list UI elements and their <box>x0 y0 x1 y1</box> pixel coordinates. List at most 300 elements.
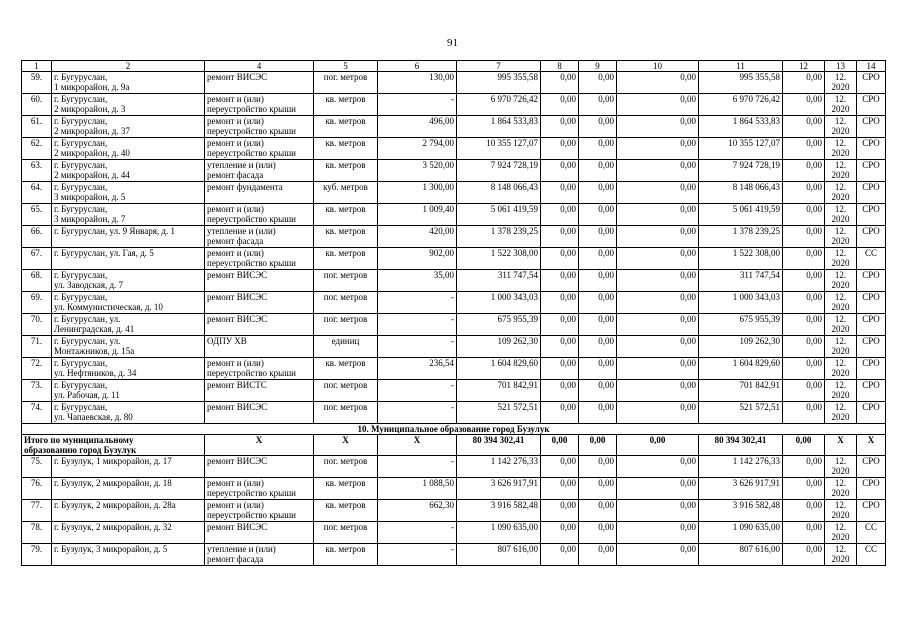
cost-total-cell-text: 521 572,51 <box>497 402 538 412</box>
address-cell <box>52 248 205 270</box>
cost-col11-cell-text: 1 000 343,03 <box>732 292 780 302</box>
cost-col11-cell <box>699 248 783 270</box>
total-row <box>22 435 886 456</box>
unit-cell <box>314 72 378 94</box>
cost-total-cell-text: 1 000 343,03 <box>490 292 538 302</box>
deadline-cell-text: 2020 <box>831 324 850 334</box>
work-type-cell <box>205 500 314 522</box>
deadline-cell-text: 12. <box>834 500 847 510</box>
cost-total-cell <box>457 336 541 358</box>
column-number-row <box>22 61 886 72</box>
row-number <box>22 138 52 160</box>
work-type-cell <box>205 160 314 182</box>
cost-total-cell-text: 995 355,58 <box>497 72 538 82</box>
deadline-cell-text: 2020 <box>831 258 850 268</box>
row-number <box>22 248 52 270</box>
cost-col11-cell <box>699 182 783 204</box>
table-row <box>22 160 886 182</box>
row-number <box>22 456 52 478</box>
cost-col8-cell-text: 0,00 <box>560 522 576 532</box>
cost-col10-cell-text: 0,00 <box>680 138 696 148</box>
work-type-cell-text: переустройство крыши <box>207 488 296 498</box>
volume-cell <box>378 116 457 138</box>
address-cell <box>52 500 205 522</box>
volume-cell-text: 3 520,00 <box>422 160 454 170</box>
address-cell-text: 2 микрорайон, д. 44 <box>54 170 130 180</box>
cost-col8-cell-text: 0,00 <box>560 226 576 236</box>
total-c14-cell <box>857 435 886 456</box>
method-cell-text: СРО <box>862 138 880 148</box>
cost-col11-cell-text: 1 604 829,60 <box>732 358 780 368</box>
table-row <box>22 270 886 292</box>
cost-col11-cell <box>699 204 783 226</box>
cost-total-cell-text: 675 955,39 <box>497 314 538 324</box>
column-number: 10 <box>617 61 699 72</box>
cost-col8-cell <box>541 94 579 116</box>
work-type-cell <box>205 358 314 380</box>
volume-cell-text: - <box>451 292 454 302</box>
volume-cell-text: 236,54 <box>429 358 454 368</box>
deadline-cell-text: 12. <box>834 226 847 236</box>
cost-col8-cell-text: 0,00 <box>560 204 576 214</box>
cost-col10-cell <box>617 500 699 522</box>
deadline-cell-text: 12. <box>834 336 847 346</box>
work-type-cell-text: переустройство крыши <box>207 214 296 224</box>
volume-cell <box>378 72 457 94</box>
cost-col10-cell-text: 0,00 <box>680 160 696 170</box>
cost-total-cell <box>457 72 541 94</box>
cost-col12-cell-text: 0,00 <box>806 358 822 368</box>
cost-col8-cell-text: 0,00 <box>560 314 576 324</box>
row-number-text: 79. <box>30 544 43 554</box>
deadline-cell <box>825 380 857 402</box>
cost-total-cell <box>457 380 541 402</box>
unit-cell <box>314 380 378 402</box>
unit-cell-text: пог. метров <box>323 314 368 324</box>
cost-col12-cell-text: 0,00 <box>806 94 822 104</box>
cost-col8-cell-text: 0,00 <box>560 292 576 302</box>
volume-cell-text: 35,00 <box>433 270 454 280</box>
cost-col11-cell-text: 1 864 533,83 <box>732 116 780 126</box>
volume-cell-text: 902,00 <box>429 248 454 258</box>
address-cell-text: г. Бугуруслан, <box>54 138 108 148</box>
row-number-text: 78. <box>30 522 43 532</box>
volume-cell <box>378 182 457 204</box>
cost-col12-cell <box>783 358 825 380</box>
cost-col11-cell-text: 311 747,54 <box>739 270 780 280</box>
cost-col12-cell <box>783 248 825 270</box>
work-type-cell-text: ремонт ВИСЭС <box>207 314 268 324</box>
cost-total-cell-text: 10 355 127,07 <box>486 138 538 148</box>
work-type-cell-text: ОДПУ ХВ <box>207 336 247 346</box>
deadline-cell <box>825 248 857 270</box>
work-type-cell-text: ремонт фасада <box>207 170 264 180</box>
total-c14-cell-text: X <box>867 435 875 445</box>
work-type-cell <box>205 116 314 138</box>
cost-total-cell <box>457 138 541 160</box>
cost-col9-cell <box>579 292 617 314</box>
method-cell-text: СРО <box>862 402 880 412</box>
work-type-cell <box>205 522 314 544</box>
cost-col8-cell-text: 0,00 <box>560 478 576 488</box>
method-cell-text: СРО <box>862 270 880 280</box>
work-type-cell <box>205 248 314 270</box>
cost-col8-cell <box>541 270 579 292</box>
method-cell-text: СРО <box>862 116 880 126</box>
address-cell <box>52 478 205 500</box>
deadline-cell-text: 2020 <box>831 192 850 202</box>
table-row <box>22 226 886 248</box>
cost-total-cell <box>457 248 541 270</box>
cost-col8-cell-text: 0,00 <box>560 72 576 82</box>
method-cell <box>857 248 886 270</box>
cost-col9-cell-text: 0,00 <box>598 402 614 412</box>
address-cell-text: г. Бугуруслан, ул. <box>54 336 121 346</box>
table-row <box>22 456 886 478</box>
cost-col11-cell <box>699 226 783 248</box>
unit-cell-text: единиц <box>331 336 360 346</box>
method-cell <box>857 182 886 204</box>
row-number <box>22 402 52 424</box>
cost-col10-cell-text: 0,00 <box>680 314 696 324</box>
unit-cell-text: куб. метров <box>323 182 368 192</box>
deadline-cell-text: 12. <box>834 248 847 258</box>
deadline-cell <box>825 270 857 292</box>
address-cell-text: ул. Рабочая, д. 11 <box>54 390 120 400</box>
volume-cell <box>378 292 457 314</box>
column-number: 4 <box>205 61 314 72</box>
cost-col9-cell-text: 0,00 <box>598 336 614 346</box>
deadline-cell-text: 12. <box>834 204 847 214</box>
address-cell <box>52 226 205 248</box>
volume-cell-text: 662,30 <box>429 500 454 510</box>
cost-total-cell-text: 701 842,91 <box>497 380 538 390</box>
cost-total-cell-text: 1 604 829,60 <box>490 358 538 368</box>
address-cell <box>52 522 205 544</box>
cost-col10-cell-text: 0,00 <box>680 204 696 214</box>
method-cell <box>857 116 886 138</box>
row-number <box>22 478 52 500</box>
work-type-cell-text: переустройство крыши <box>207 368 296 378</box>
unit-cell-text: кв. метров <box>325 160 366 170</box>
method-cell-text: СРО <box>862 456 880 466</box>
cost-col10-cell <box>617 138 699 160</box>
work-type-cell-text: ремонт ВИСТС <box>207 380 267 390</box>
unit-cell-text: кв. метров <box>325 358 366 368</box>
deadline-cell <box>825 116 857 138</box>
work-type-cell <box>205 226 314 248</box>
cost-col10-cell-text: 0,00 <box>680 500 696 510</box>
cost-col9-cell-text: 0,00 <box>598 500 614 510</box>
deadline-cell-text: 12. <box>834 544 847 554</box>
deadline-cell-text: 2020 <box>831 488 850 498</box>
cost-total-cell-text: 1 864 533,83 <box>490 116 538 126</box>
cost-col11-cell <box>699 478 783 500</box>
method-cell <box>857 204 886 226</box>
deadline-cell <box>825 182 857 204</box>
cost-col11-cell-text: 521 572,51 <box>739 402 780 412</box>
address-cell-text: г. Бузулук, 3 микрорайон, д. 5 <box>54 544 168 554</box>
deadline-cell <box>825 138 857 160</box>
cost-col10-cell <box>617 292 699 314</box>
cost-total-cell <box>457 270 541 292</box>
cost-col11-cell-text: 1 090 635,00 <box>732 522 780 532</box>
row-number-text: 70. <box>30 314 43 324</box>
cost-col8-cell-text: 0,00 <box>560 336 576 346</box>
address-cell-text: 2 микрорайон, д. 3 <box>54 104 126 114</box>
volume-cell <box>378 160 457 182</box>
volume-cell-text: 1 300,00 <box>422 182 454 192</box>
work-type-cell-text: переустройство крыши <box>207 104 296 114</box>
volume-cell-text: - <box>451 544 454 554</box>
table-row <box>22 358 886 380</box>
volume-cell <box>378 314 457 336</box>
method-cell-text: СРО <box>862 226 880 236</box>
address-cell-text: ул. Коммунистическая, д. 10 <box>54 302 163 312</box>
cost-col9-cell-text: 0,00 <box>598 160 614 170</box>
cost-col9-cell-text: 0,00 <box>598 544 614 554</box>
volume-cell <box>378 478 457 500</box>
cost-col9-cell <box>579 358 617 380</box>
cost-col12-cell-text: 0,00 <box>806 248 822 258</box>
method-cell <box>857 138 886 160</box>
row-number-text: 68. <box>30 270 43 280</box>
cost-col12-cell-text: 0,00 <box>806 138 822 148</box>
address-cell-text: ул. Чапаевская, д. 80 <box>54 412 133 422</box>
table-row <box>22 544 886 566</box>
cost-col11-cell <box>699 522 783 544</box>
method-cell-text: СРО <box>862 204 880 214</box>
volume-cell <box>378 402 457 424</box>
cost-col10-cell-text: 0,00 <box>680 522 696 532</box>
cost-col9-cell <box>579 500 617 522</box>
row-number-text: 73. <box>30 380 43 390</box>
cost-col12-cell-text: 0,00 <box>806 544 822 554</box>
cost-col10-cell-text: 0,00 <box>680 456 696 466</box>
cost-col8-cell-text: 0,00 <box>560 456 576 466</box>
cost-col8-cell-text: 0,00 <box>560 270 576 280</box>
method-cell <box>857 160 886 182</box>
section-header-row <box>22 424 886 435</box>
work-type-cell <box>205 94 314 116</box>
cost-col12-cell-text: 0,00 <box>806 500 822 510</box>
table-row <box>22 116 886 138</box>
cost-col10-cell-text: 0,00 <box>680 226 696 236</box>
deadline-cell <box>825 72 857 94</box>
address-cell <box>52 292 205 314</box>
row-number-text: 66. <box>30 226 43 236</box>
cost-col10-cell-text: 0,00 <box>680 336 696 346</box>
unit-cell <box>314 270 378 292</box>
row-number <box>22 204 52 226</box>
address-cell-text: ул. Нефтяников, д. 34 <box>54 368 137 378</box>
cost-col12-cell <box>783 478 825 500</box>
total-label <box>22 435 205 456</box>
work-type-cell <box>205 314 314 336</box>
cost-col9-cell-text: 0,00 <box>598 138 614 148</box>
deadline-cell <box>825 336 857 358</box>
method-cell <box>857 336 886 358</box>
column-number: 1 <box>22 61 52 72</box>
deadline-cell-text: 2020 <box>831 554 850 564</box>
column-number: 14 <box>857 61 886 72</box>
column-number: 13 <box>825 61 857 72</box>
deadline-cell-text: 2020 <box>831 346 850 356</box>
cost-col9-cell-text: 0,00 <box>598 116 614 126</box>
address-cell <box>52 380 205 402</box>
method-cell <box>857 500 886 522</box>
row-number <box>22 522 52 544</box>
work-type-cell-text: ремонт ВИСЭС <box>207 522 268 532</box>
table-row <box>22 292 886 314</box>
column-number: 5 <box>314 61 378 72</box>
volume-cell <box>378 138 457 160</box>
address-cell-text: 3 микрорайон, д. 5 <box>54 192 126 202</box>
cost-col8-cell-text: 0,00 <box>560 94 576 104</box>
cost-col8-cell <box>541 402 579 424</box>
cost-total-cell <box>457 500 541 522</box>
unit-cell-text: кв. метров <box>325 226 366 236</box>
deadline-cell-text: 12. <box>834 522 847 532</box>
address-cell-text: г. Бугуруслан, <box>54 292 108 302</box>
cost-total-cell-text: 3 916 582,48 <box>490 500 538 510</box>
cost-col8-cell <box>541 160 579 182</box>
unit-cell-text: кв. метров <box>325 94 366 104</box>
cost-col8-cell <box>541 478 579 500</box>
cost-col8-cell <box>541 204 579 226</box>
cost-col12-cell <box>783 522 825 544</box>
deadline-cell-text: 12. <box>834 402 847 412</box>
unit-cell-text: кв. метров <box>325 500 366 510</box>
deadline-cell <box>825 292 857 314</box>
address-cell <box>52 94 205 116</box>
deadline-cell-text: 2020 <box>831 214 850 224</box>
cost-col10-cell <box>617 314 699 336</box>
cost-col10-cell-text: 0,00 <box>680 478 696 488</box>
total-c7-cell <box>457 435 541 456</box>
cost-total-cell <box>457 358 541 380</box>
cost-col10-cell <box>617 72 699 94</box>
cost-col12-cell-text: 0,00 <box>806 116 822 126</box>
unit-cell <box>314 248 378 270</box>
cost-col8-cell <box>541 248 579 270</box>
volume-cell <box>378 544 457 566</box>
address-cell-text: 2 микрорайон, д. 37 <box>54 126 130 136</box>
cost-col12-cell <box>783 336 825 358</box>
cost-col10-cell-text: 0,00 <box>680 402 696 412</box>
cost-col12-cell-text: 0,00 <box>806 160 822 170</box>
volume-cell <box>378 270 457 292</box>
work-type-cell-text: ремонт ВИСЭС <box>207 292 268 302</box>
cost-col8-cell <box>541 544 579 566</box>
cost-col12-cell-text: 0,00 <box>806 402 822 412</box>
column-number: 11 <box>699 61 783 72</box>
cost-col11-cell <box>699 292 783 314</box>
address-cell-text: г. Бугуруслан, ул. 9 Января, д. 1 <box>54 226 175 236</box>
volume-cell <box>378 358 457 380</box>
method-cell <box>857 226 886 248</box>
deadline-cell-text: 2020 <box>831 466 850 476</box>
cost-col12-cell <box>783 182 825 204</box>
cost-col10-cell <box>617 544 699 566</box>
cost-col10-cell <box>617 402 699 424</box>
work-type-cell-text: ремонт и (или) <box>207 248 264 258</box>
row-number <box>22 292 52 314</box>
row-number-text: 63. <box>30 160 43 170</box>
cost-col9-cell-text: 0,00 <box>598 478 614 488</box>
deadline-cell <box>825 204 857 226</box>
cost-total-cell-text: 311 747,54 <box>497 270 538 280</box>
cost-col10-cell <box>617 116 699 138</box>
deadline-cell <box>825 314 857 336</box>
row-number <box>22 380 52 402</box>
cost-col10-cell <box>617 160 699 182</box>
cost-col8-cell <box>541 138 579 160</box>
method-cell-text: СРО <box>862 358 880 368</box>
cost-col9-cell-text: 0,00 <box>598 456 614 466</box>
cost-col12-cell <box>783 456 825 478</box>
total-c9-cell-text: 0,00 <box>589 435 606 445</box>
address-cell-text: г. Бугуруслан, <box>54 402 108 412</box>
unit-cell-text: пог. метров <box>323 270 368 280</box>
capital-repair-table <box>21 60 886 566</box>
cost-col9-cell <box>579 72 617 94</box>
deadline-cell-text: 2020 <box>831 390 850 400</box>
method-cell-text: СС <box>864 248 877 258</box>
address-cell-text: г. Бугуруслан, <box>54 182 108 192</box>
work-type-cell-text: переустройство крыши <box>207 258 296 268</box>
row-number-text: 76. <box>30 478 43 488</box>
cost-total-cell-text: 6 970 726,42 <box>490 94 538 104</box>
unit-cell <box>314 204 378 226</box>
address-cell <box>52 182 205 204</box>
cost-total-cell <box>457 456 541 478</box>
volume-cell <box>378 226 457 248</box>
table-row <box>22 182 886 204</box>
deadline-cell-text: 12. <box>834 358 847 368</box>
cost-col12-cell <box>783 544 825 566</box>
deadline-cell-text: 12. <box>834 94 847 104</box>
method-cell <box>857 270 886 292</box>
cost-col11-cell <box>699 160 783 182</box>
cost-col10-cell-text: 0,00 <box>680 94 696 104</box>
address-cell-text: Ленинградская, д. 41 <box>54 324 135 334</box>
address-cell-text: г. Бугуруслан, <box>54 116 108 126</box>
deadline-cell-text: 12. <box>834 478 847 488</box>
cost-col11-cell-text: 701 842,91 <box>739 380 780 390</box>
volume-cell-text: 2 794,00 <box>422 138 454 148</box>
deadline-cell-text: 12. <box>834 182 847 192</box>
address-cell-text: г. Бугуруслан, <box>54 270 108 280</box>
cost-col11-cell-text: 7 924 728,19 <box>732 160 780 170</box>
deadline-cell <box>825 522 857 544</box>
cost-total-cell <box>457 478 541 500</box>
unit-cell <box>314 226 378 248</box>
deadline-cell-text: 12. <box>834 314 847 324</box>
cost-col11-cell <box>699 116 783 138</box>
deadline-cell <box>825 500 857 522</box>
cost-col12-cell <box>783 314 825 336</box>
work-type-cell-text: ремонт ВИСЭС <box>207 456 268 466</box>
cost-total-cell-text: 1 090 635,00 <box>490 522 538 532</box>
unit-cell-text: пог. метров <box>323 72 368 82</box>
unit-cell-text: кв. метров <box>325 478 366 488</box>
cost-total-cell-text: 807 616,00 <box>497 544 538 554</box>
address-cell-text: ул. Заводская, д. 7 <box>54 280 124 290</box>
cost-col9-cell <box>579 204 617 226</box>
deadline-cell-text: 12. <box>834 138 847 148</box>
row-number <box>22 72 52 94</box>
